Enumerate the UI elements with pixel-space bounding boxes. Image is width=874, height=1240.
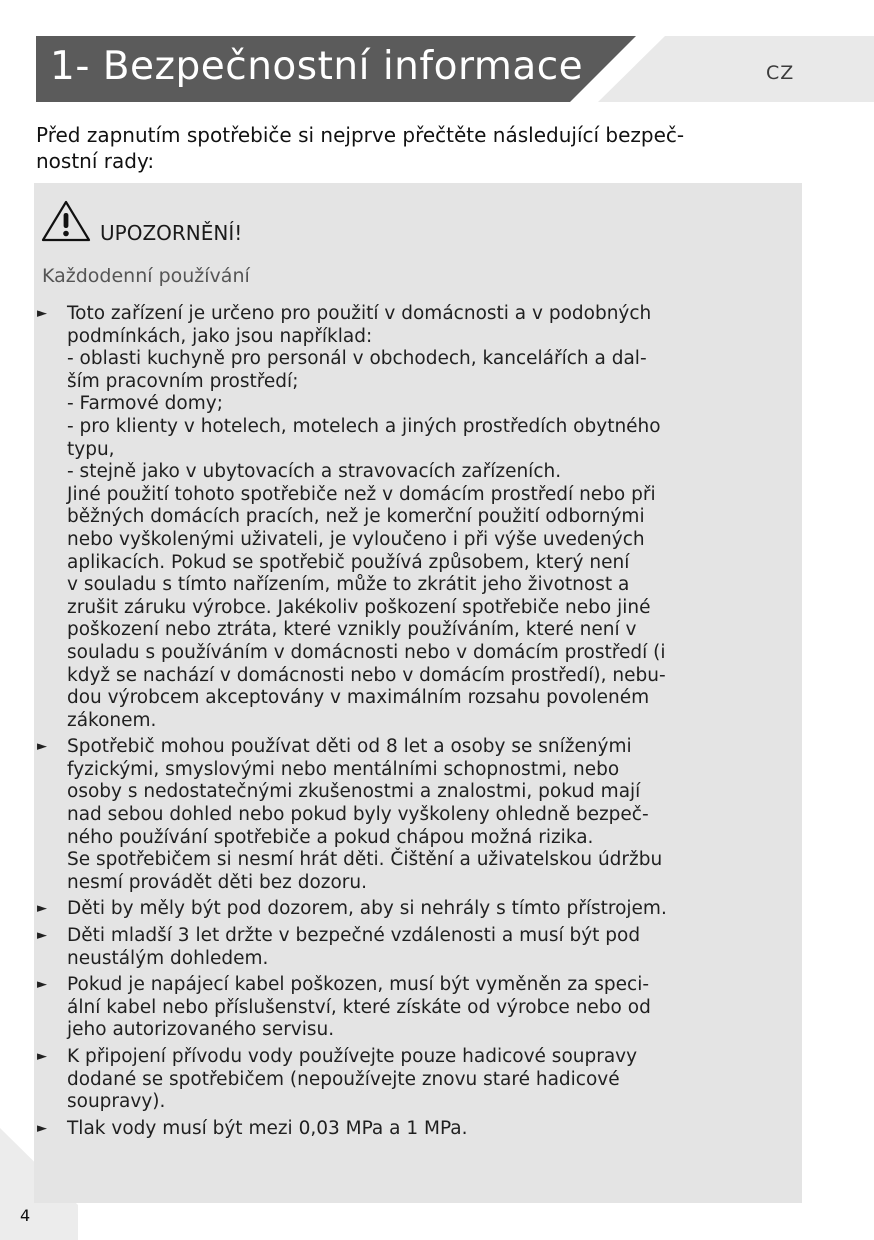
list-item-text: Děti mladší 3 let držte v bezpečné vzdálenosti a musí být pod neustálým dohledem. [67, 925, 641, 969]
bullet-triangle-icon: ► [37, 977, 47, 993]
list-item-text: Spotřebič mohou používat děti od 8 let a osoby se sníženými fyzickými, smyslovými nebo mentálními schopnostmi, nebo osoby s nedostatečnými zkušenostmi a znalostmi, pokud mají nad sebou dohled nebo pokud byly vyškoleny ohledně bezpeč- ného používání spotřebiče a pokud chápou možná rizika. Se spotřebičem si nesmí hrát děti. Čištění a uživatelskou údržbu nesmí provádět děti bez dozoru. [67, 736, 663, 893]
warning-title: UPOZORNĚNÍ! [100, 221, 243, 245]
list-item-text: Děti by měly být pod dozorem, aby si nehrály s tímto přístrojem. [67, 898, 667, 920]
list-item [34, 303, 802, 732]
list-item [34, 974, 802, 1042]
safety-list [34, 303, 802, 1144]
bullet-triangle-icon: ► [37, 739, 47, 755]
list-item-text: K připojení přívodu vody používejte pouze hadicové soupravy dodané se spotřebičem (nepoužívejte znovu staré hadicové soupravy). [67, 1046, 638, 1113]
list-item [34, 736, 802, 894]
section-title: Každodenní používání [42, 265, 250, 287]
bullet-triangle-icon: ► [37, 1120, 47, 1136]
bullet-triangle-icon: ► [37, 901, 47, 917]
header-light-band [598, 36, 874, 102]
list-item [34, 898, 802, 921]
warning-triangle-icon [40, 199, 92, 243]
warning-box [34, 183, 802, 1203]
list-item [34, 1046, 802, 1114]
list-item-text: Tlak vody musí být mezi 0,03 MPa a 1 MPa. [67, 1117, 468, 1139]
list-item [34, 925, 802, 970]
bullet-triangle-icon: ► [37, 306, 47, 321]
list-item [34, 1118, 802, 1141]
intro-text: Před zapnutím spotřebiče si nejprve přečtěte následující bezpeč- nostní rady: [36, 123, 685, 173]
bullet-triangle-icon: ► [37, 928, 47, 944]
list-item-text: Toto zařízení je určeno pro použití v domácnosti a v podobných podmínkách, jako jsou například: - oblasti kuchyně pro personál v obchodech, kancelářích a dal- ším pracovním prostředí; - Farmové domy; - pro klienty v hotelech, motelech a jiných prostředích obytného typu, - stejně jako v ubytovacích a stravovacích zařízeních. Jiné použití tohoto spotřebiče než v domácím prostředí nebo při běžných domácích pracích, než je komerční použití odbornými nebo vyškolenými uživateli, je vyloučeno i při výše uvedených aplikacích. Pokud se spotřebič používá způsobem, který není v souladu s tímto nařízením, může to zkrátit jeho životnost a zrušit záruku výrobce. Jakékoliv poškození spotřebiče nebo jiné poškození nebo ztráta, které vznikly používáním, které není v souladu s používáním v domácnosti nebo v domácím prostředí (i když se nachází v domácnosti nebo v domácím prostředí), nebu- dou výrobcem akceptovány v maximálním rozsahu povoleném zákonem. [67, 303, 666, 731]
page-number: 4 [20, 1206, 31, 1225]
list-item-text: Pokud je napájecí kabel poškozen, musí být vyměněn za speci- ální kabel nebo příslušenství, které získáte od výrobce nebo od jeho autorizovaného servisu. [67, 974, 651, 1041]
page-title: 1- Bezpečnostní informace [50, 44, 584, 89]
language-code: CZ [766, 62, 795, 84]
bullet-triangle-icon: ► [37, 1049, 47, 1064]
